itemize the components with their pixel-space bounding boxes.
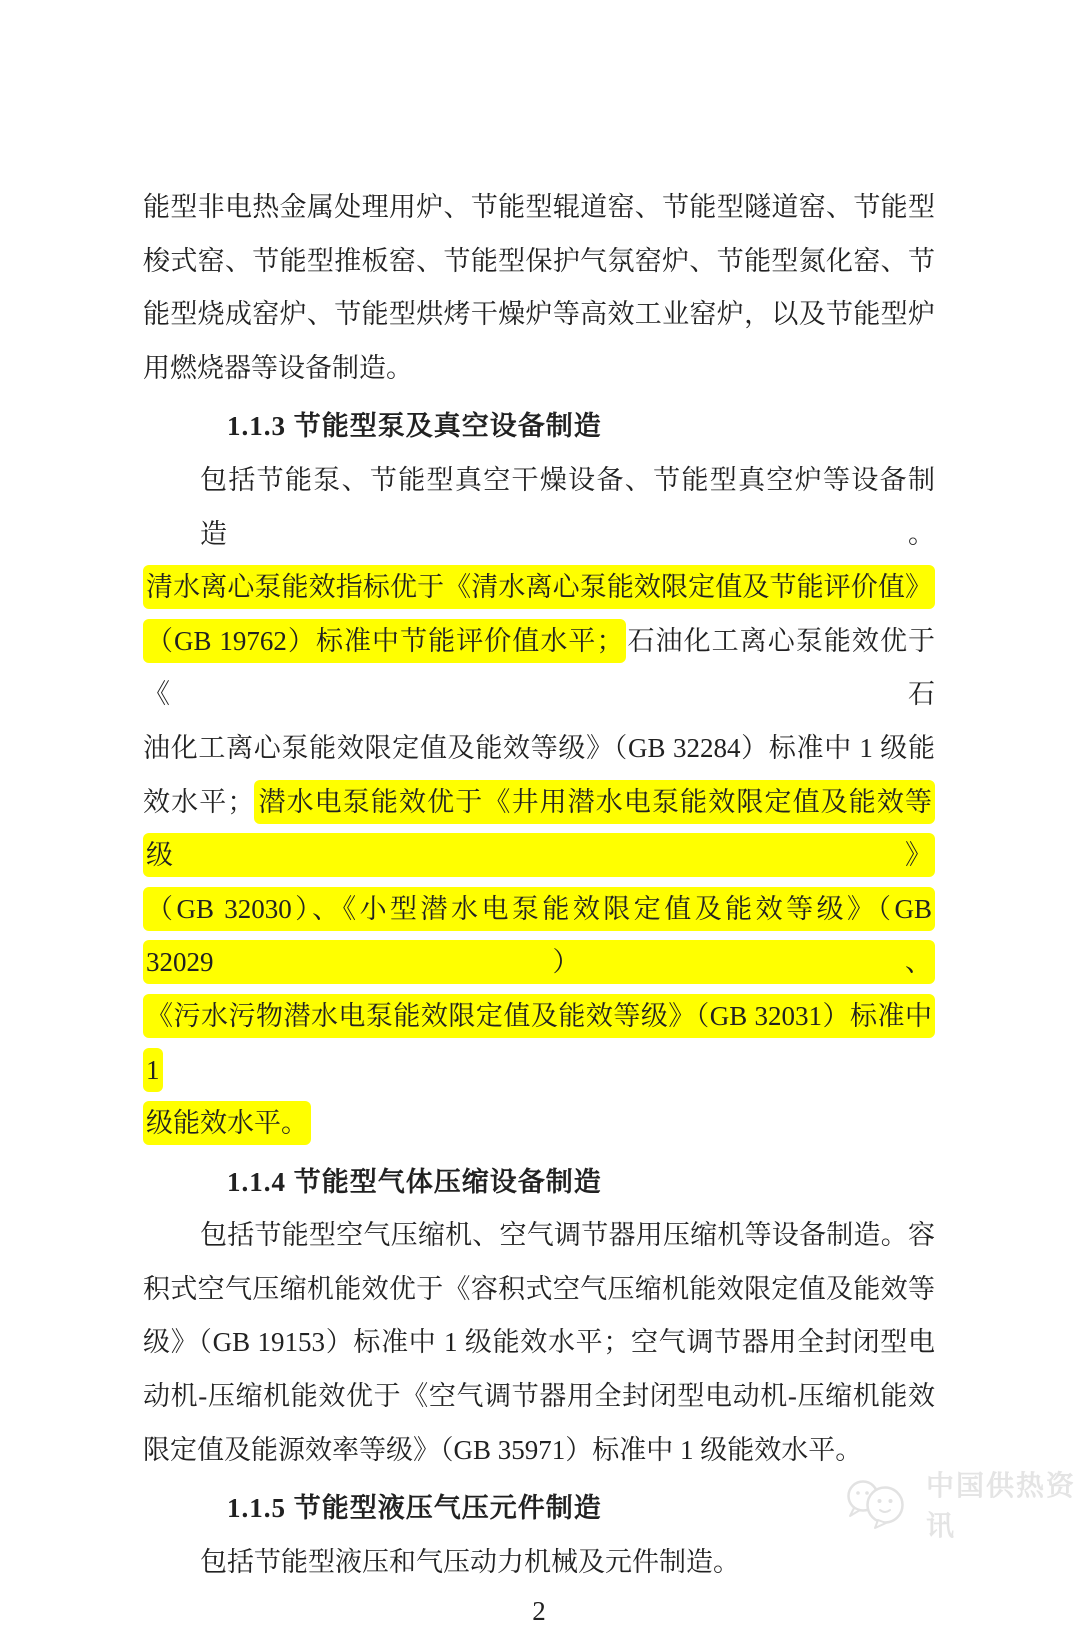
text-line: [143, 990, 935, 1097]
text-line: [143, 1209, 935, 1263]
highlighted-text: 清水离心泵能效指标优于《清水离心泵能效限定值及节能评价值》: [143, 565, 935, 609]
text-line: [143, 1263, 935, 1317]
body-text: 梭式窑、节能型推板窑、节能型保护气氛窑炉、节能型氮化窑、节: [143, 245, 935, 276]
highlighted-text: 《污水污物潜水电泵能效限定值及能效等级》（GB 32031）标准中 1: [143, 994, 935, 1092]
body-text: 能型烧成窑炉、节能型烘烤干燥炉等高效工业窑炉，以及节能型炉: [143, 299, 935, 330]
body-text: 积式空气压缩机能效优于《容积式空气压缩机能效限定值及能效等: [143, 1273, 935, 1304]
body-text: 1.1.3 节能型泵及真空设备制造: [227, 411, 602, 442]
body-text: 油化工离心泵能效限定值及能效等级》（GB 32284）标准中 1 级能: [143, 732, 935, 763]
text-line: [143, 235, 935, 289]
text-line: [143, 1097, 935, 1151]
text-line: [143, 1370, 935, 1424]
section-heading: [143, 1482, 935, 1536]
document-body: [143, 181, 935, 1589]
text-line: [143, 1424, 935, 1478]
body-text: 包括节能泵、节能型真空干燥设备、节能型真空炉等设备制造。: [200, 464, 935, 549]
body-text: 包括节能型空气压缩机、空气调节器用压缩机等设备制造。容: [200, 1220, 935, 1251]
text-line: [143, 1316, 935, 1370]
highlighted-text: 潜水电泵能效优于《井用潜水电泵能效限定值及能效等级》: [143, 780, 935, 878]
text-line: [143, 454, 935, 561]
text-line: [143, 561, 935, 615]
watermark: [842, 1464, 1080, 1544]
section-heading: [143, 400, 935, 454]
text-line: [143, 776, 935, 883]
body-text: 效水平；: [143, 786, 255, 817]
body-text: 用燃烧器等设备制造。: [143, 352, 413, 383]
text-line: [143, 342, 935, 396]
text-line: [143, 615, 935, 722]
body-text: 限定值及能源效率等级》（GB 35971）标准中 1 级能效水平。: [143, 1434, 863, 1465]
body-text: 包括节能型液压和气压动力机械及元件制造。: [200, 1546, 740, 1577]
section-heading: [143, 1156, 935, 1210]
body-text: 石油化工离心泵能效优于《石: [143, 625, 935, 710]
body-text: 1.1.5 节能型液压气压元件制造: [227, 1493, 602, 1524]
body-text: 能型非电热金属处理用炉、节能型辊道窑、节能型隧道窑、节能型: [143, 192, 935, 222]
text-line: [143, 181, 935, 235]
body-text: 1.1.4 节能型气体压缩设备制造: [227, 1166, 602, 1197]
text-line: [143, 288, 935, 342]
wechat-bubbles-icon: [842, 1478, 916, 1530]
body-text: 动机-压缩机能效优于《空气调节器用全封闭型电动机-压缩机能效: [143, 1381, 935, 1412]
text-line: [143, 1536, 935, 1590]
highlighted-text: 级能效水平。: [143, 1101, 311, 1145]
text-line: [143, 722, 935, 776]
highlighted-text: （GB 19762）标准中节能评价值水平；: [143, 619, 626, 663]
watermark-label: 中国供热资讯: [926, 1470, 1077, 1541]
document-content: [143, 181, 935, 1627]
text-line: [143, 883, 935, 990]
body-text: 级》（GB 19153）标准中 1 级能效水平；空气调节器用全封闭型电: [143, 1327, 935, 1358]
page-number: 2: [532, 1596, 546, 1627]
highlighted-text: （GB 32030）、《小型潜水电泵能效限定值及能效等级》（GB 32029）、: [143, 887, 935, 985]
